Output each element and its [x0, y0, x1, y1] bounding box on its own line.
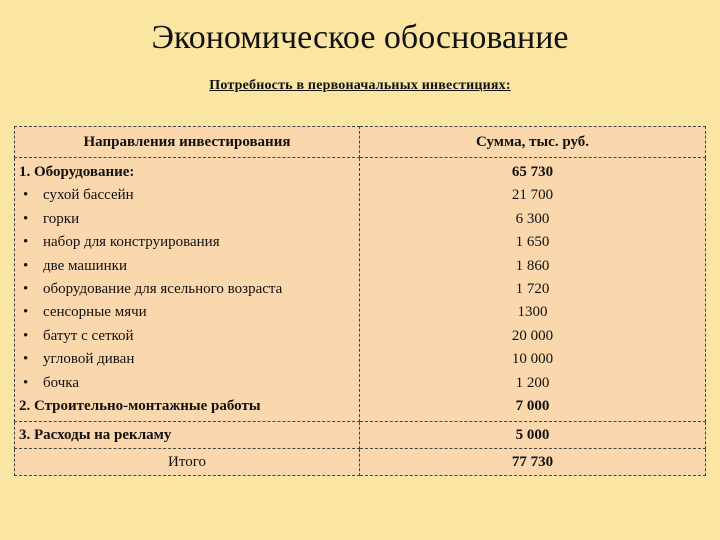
total-label: Итого [168, 453, 206, 470]
total-value-cell [360, 449, 706, 476]
list-item [19, 184, 355, 207]
item-value: 10 000 [511, 351, 554, 368]
item-value: 1 200 [515, 374, 550, 391]
page-title: Экономическое обоснование [151, 19, 569, 56]
item-name: горки [43, 210, 80, 227]
header-direction-label: Направления инвестирования [83, 133, 291, 150]
section3-label-cell [15, 422, 360, 449]
section3-value-cell [360, 422, 706, 449]
section1-total: 65 730 [511, 164, 554, 180]
item-value: 1300 [517, 304, 548, 321]
item-name: бочка [43, 374, 80, 391]
table-header-row [15, 127, 706, 158]
section3-label: 3. Расходы на рекламу [19, 426, 172, 443]
section1-values-cell [360, 158, 706, 422]
bullet-icon: • [23, 187, 29, 204]
section2-value: 7 000 [515, 397, 550, 414]
bullet-icon: • [23, 327, 29, 344]
section2-label: 2. Строительно-монтажные работы [19, 397, 261, 414]
section1-label: 1. Оборудование: [19, 164, 135, 180]
item-value: 20 000 [511, 327, 554, 344]
bullet-icon: • [23, 374, 29, 391]
item-name: батут с сеткой [43, 327, 134, 344]
bullet-icon: • [23, 257, 29, 274]
section1-names-cell [15, 158, 360, 422]
item-value: 1 860 [515, 257, 550, 274]
list-item [19, 325, 355, 348]
bullet-icon: • [23, 210, 29, 227]
item-value: 1 650 [515, 234, 550, 251]
header-direction [15, 127, 360, 158]
section3-value: 5 000 [515, 426, 550, 443]
item-value: 21 700 [511, 187, 554, 204]
item-name: оборудование для ясельного возраста [43, 280, 283, 297]
item-value: 6 300 [515, 210, 550, 227]
section1-values [360, 158, 705, 421]
list-item [19, 278, 355, 301]
table-row [15, 449, 706, 476]
list-item [19, 372, 355, 395]
section1-names [15, 158, 359, 421]
page-subtitle: Потребность в первоначальных инвестициях: [209, 78, 511, 93]
header-amount-label: Сумма, тыс. руб. [475, 133, 590, 150]
item-name: набор для конструирования [43, 234, 220, 251]
table-row [15, 422, 706, 449]
table-row [15, 158, 706, 422]
item-name: сухой бассейн [43, 187, 134, 204]
item-name: угловой диван [43, 351, 135, 368]
list-item [19, 255, 355, 278]
header-amount [360, 127, 706, 158]
total-value: 77 730 [511, 453, 554, 470]
item-name: две машинки [43, 257, 128, 274]
list-item [19, 231, 355, 254]
item-value: 1 720 [515, 280, 550, 297]
bullet-icon: • [23, 280, 29, 297]
list-item [19, 208, 355, 231]
total-label-cell [15, 449, 360, 476]
list-item [19, 348, 355, 371]
bullet-icon: • [23, 234, 29, 251]
item-name: сенсорные мячи [43, 304, 147, 321]
investment-table [14, 126, 706, 476]
bullet-icon: • [23, 304, 29, 321]
list-item [19, 301, 355, 324]
bullet-icon: • [23, 351, 29, 368]
